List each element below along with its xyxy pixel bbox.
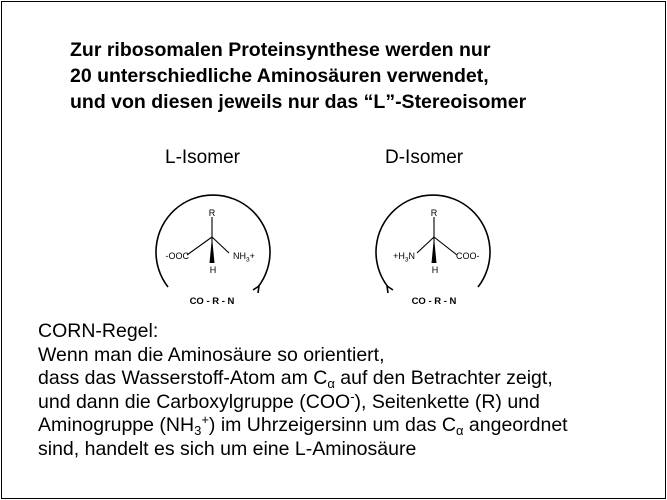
arrowhead-icon	[387, 286, 393, 293]
l-r-group: R	[208, 208, 216, 218]
wedge-bond-icon	[432, 237, 437, 263]
d-amino-group: $+H_3N$	[393, 251, 415, 264]
l-carboxyl-group: -OOC	[165, 251, 189, 261]
rule-line-5: Aminogruppe $(NH_3^+)$ im Uhrzeigersinn um das $C_\alpha$ angeordnet	[38, 412, 568, 438]
title-line-2: 20 unterschiedliche Aminosäuren verwendet,	[70, 65, 489, 87]
rule-line-2: Wenn man die Aminosäure so orientiert,	[38, 343, 385, 366]
slide-title	[70, 37, 526, 115]
d-carboxyl-group: COO-	[456, 251, 480, 261]
l-amino-group: $NH_3+$	[233, 251, 255, 264]
rule-line-3: dass das Wasserstoff-Atom am $C_\alpha$ auf den Betrachter zeigt,	[38, 367, 553, 391]
l-hydrogen: H	[209, 265, 217, 275]
wedge-bond-icon	[210, 237, 215, 263]
title-line-3: und von diesen jeweils nur das “L”-Stereoisomer	[70, 91, 527, 113]
l-isomer-label: L-Isomer	[165, 147, 240, 168]
corn-rule-text	[38, 320, 568, 461]
rule-heading: CORN-Regel:	[38, 320, 159, 342]
l-rotation-order: CO - R - N	[189, 296, 235, 307]
d-r-group: R	[430, 208, 438, 218]
slide	[1, 1, 666, 499]
l-isomer-diagram	[142, 187, 282, 312]
title-line-1: Zur ribosomalen Proteinsynthese werden nur	[70, 39, 491, 61]
rule-line-6: sind, handelt es sich um eine L-Aminosäure	[38, 437, 417, 460]
d-isomer-diagram	[364, 187, 504, 312]
arrowhead-icon	[253, 286, 259, 293]
d-isomer-label: D-Isomer	[385, 147, 464, 168]
d-hydrogen: H	[431, 265, 439, 275]
d-rotation-order: CO - R - N	[411, 296, 457, 307]
rule-line-4: und dann die Carboxylgruppe (COO-), Seitenkette (R) und	[38, 388, 540, 413]
